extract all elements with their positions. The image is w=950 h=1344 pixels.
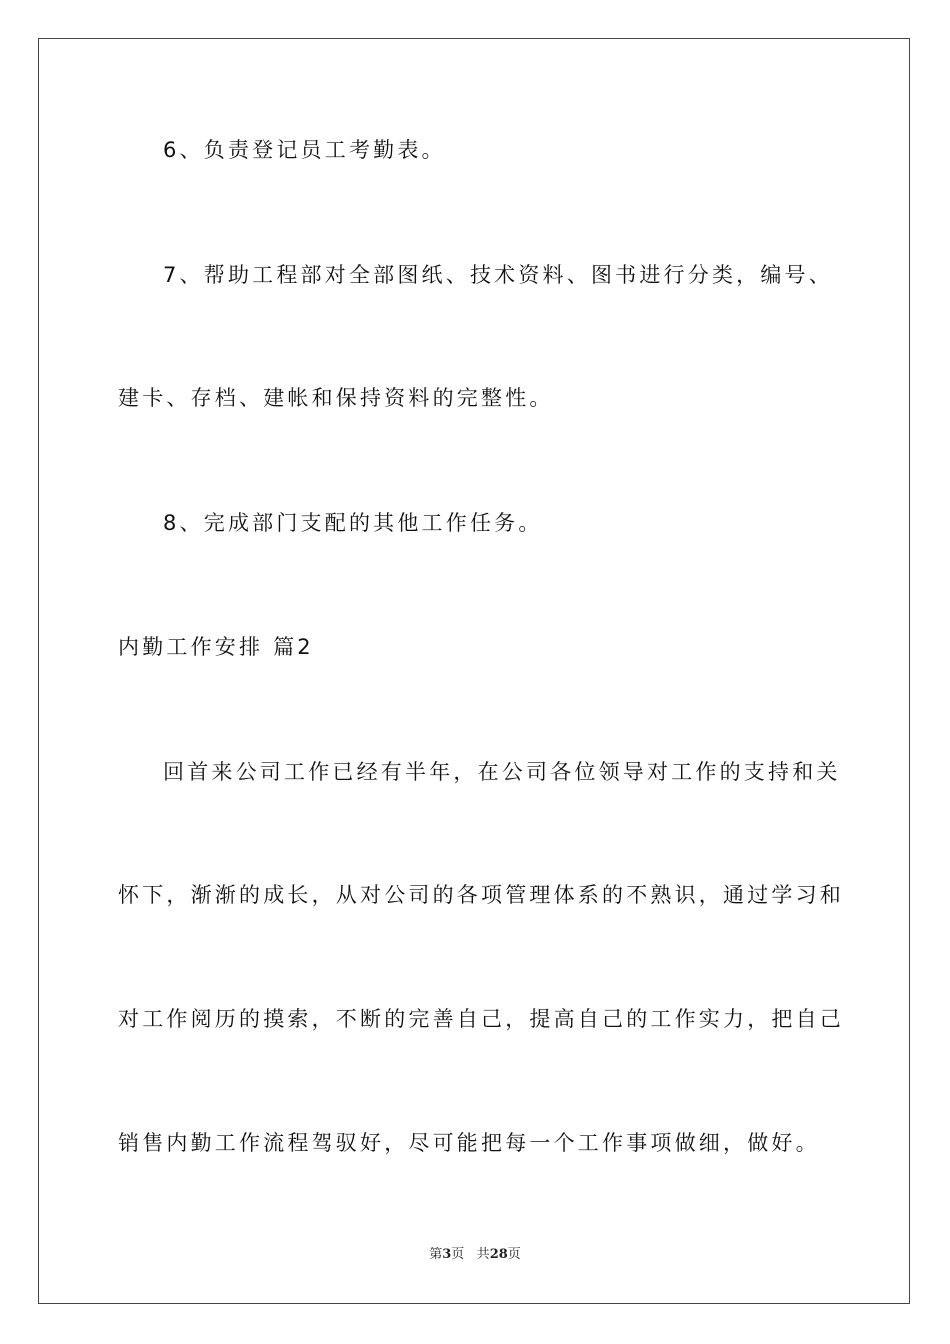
section-heading: 内勤工作安排 篇2 [118, 635, 314, 659]
paragraph-item-7-line1: 7、帮助工程部对全部图纸、技术资料、图书进行分类，编号、 [163, 263, 833, 287]
page-footer [0, 1246, 950, 1264]
page-border [38, 38, 910, 1304]
paragraph-item-8: 8、完成部门支配的其他工作任务。 [163, 511, 543, 535]
body-line-3: 对工作阅历的摸索，不断的完善自己，提高自己的工作实力，把自己 [118, 1007, 844, 1031]
footer-page-suffix: 页 [451, 1247, 465, 1262]
footer-total-suffix: 页 [507, 1247, 521, 1262]
footer-page-prefix: 第 [429, 1247, 443, 1262]
body-line-4: 销售内勤工作流程驾驭好，尽可能把每一个工作事项做细，做好。 [118, 1131, 820, 1155]
paragraph-item-6: 6、负责登记员工考勤表。 [163, 138, 446, 162]
body-line-1: 回首来公司工作已经有半年，在公司各位领导对工作的支持和关 [163, 760, 841, 784]
footer-total-number: 28 [489, 1247, 508, 1262]
footer-page-number: 3 [442, 1247, 452, 1262]
body-line-2: 怀下，渐渐的成长，从对公司的各项管理体系的不熟识，通过学习和 [118, 883, 844, 907]
paragraph-item-7-line2: 建卡、存档、建帐和保持资料的完整性。 [118, 386, 554, 410]
footer-total-prefix: 共 [476, 1247, 490, 1262]
